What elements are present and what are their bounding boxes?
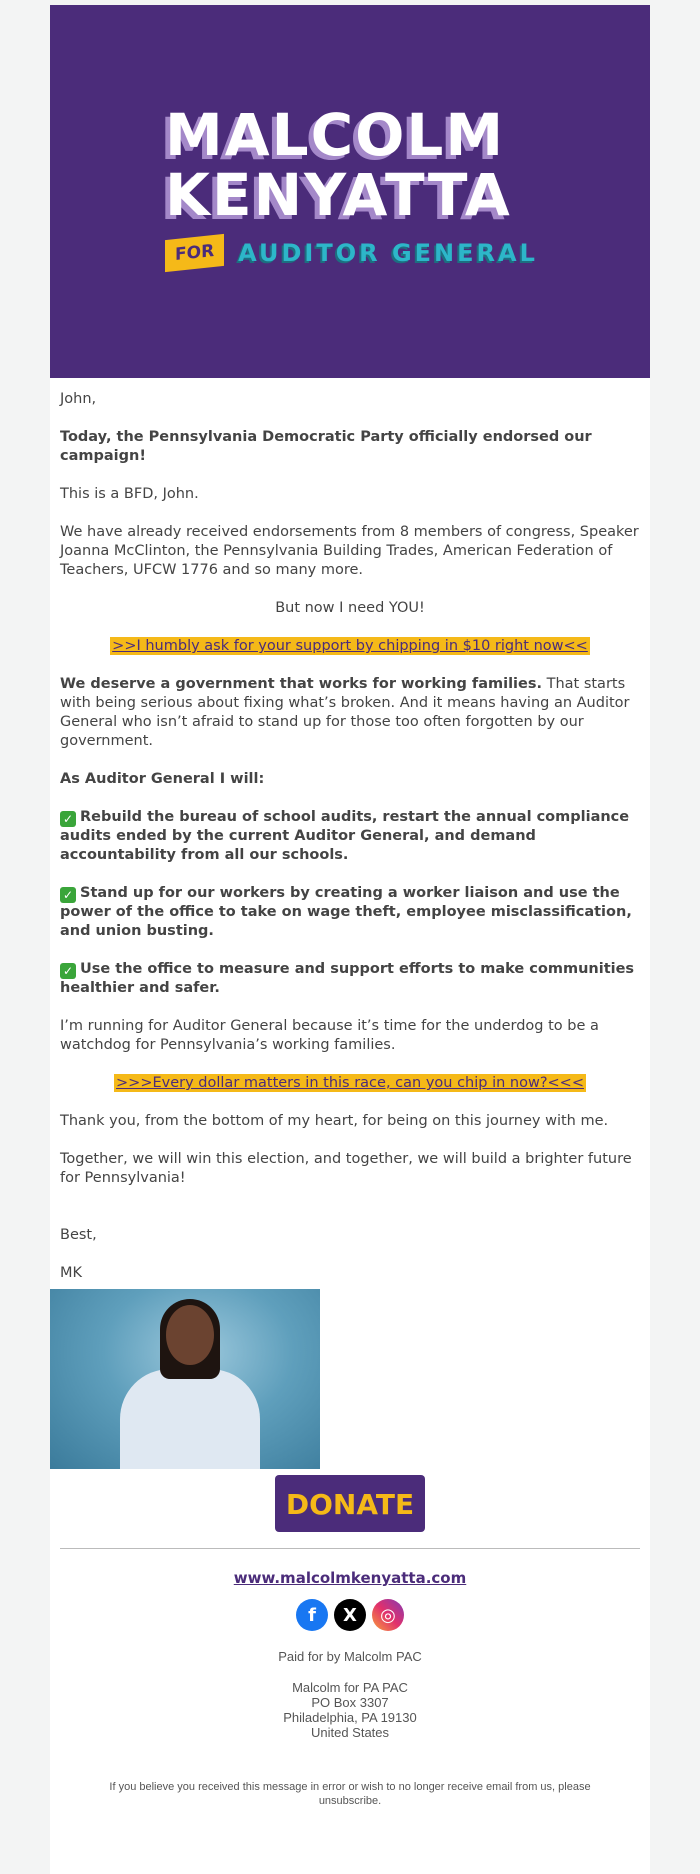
agenda-item: Stand up for our workers by creating a worker liaison and use the power of the office to take on wage theft, employee misclassification, and union busting. — [60, 885, 632, 939]
paragraph: We have already received endorsements from 8 members of congress, Speaker Joanna McClinton, the Pennsylvania Building Trades, American Federation of Teachers, UFCW 1776 and so many more. — [60, 524, 639, 578]
signoff: Best, — [60, 1227, 97, 1243]
agenda-item: Use the office to measure and support efforts to make communities healthier and safer. — [60, 961, 635, 996]
candidate-photo — [50, 1289, 320, 1469]
divider — [60, 1548, 640, 1549]
unsubscribe-notice[interactable]: If you believe you received this message in error or wish to no longer receive email from us, please unsubscribe. — [109, 1781, 591, 1807]
paragraph: We deserve a government that works for working families. That starts with being serious about fixing what’s broken. And it means having an Auditor General who isn’t afraid to stand up for those too often forgotten by our government. — [60, 676, 630, 749]
campaign-logo — [165, 101, 538, 269]
letter-body — [50, 378, 650, 1283]
paragraph: But now I need YOU! — [275, 600, 425, 616]
header-banner — [50, 5, 650, 378]
instagram-icon[interactable]: ◎ — [372, 1599, 404, 1631]
agenda-heading: As Auditor General I will: — [60, 771, 265, 787]
greeting: John, — [60, 391, 97, 407]
paragraph: Thank you, from the bottom of my heart, for being on this journey with me. — [60, 1113, 609, 1129]
logo-line1: MALCOLM — [165, 101, 506, 169]
x-twitter-icon[interactable]: X — [334, 1599, 366, 1631]
paid-for-disclaimer: Paid for by Malcolm PAC — [278, 1649, 422, 1664]
checkmark-icon: ✓ — [60, 887, 76, 903]
checkmark-icon: ✓ — [60, 963, 76, 979]
mailing-address: Malcolm for PA PAC PO Box 3307 Philadelphia, PA 19130 United States — [283, 1680, 417, 1740]
donate-button[interactable]: DONATE — [275, 1475, 425, 1532]
paragraph: Together, we will win this election, and together, we will build a brighter future for Pennsylvania! — [60, 1151, 632, 1186]
signature: MK — [60, 1265, 83, 1281]
donate-link-10[interactable]: >>I humbly ask for your support by chipping in $10 right now<< — [112, 638, 588, 654]
logo-line2: KENYATTA — [165, 161, 512, 229]
endorsement-headline: Today, the Pennsylvania Democratic Party officially endorsed our campaign! — [60, 429, 592, 464]
website-link[interactable]: www.malcolmkenyatta.com — [233, 1569, 467, 1587]
logo-for: FOR — [165, 234, 224, 272]
social-links — [50, 1599, 650, 1631]
donate-link-chip-in[interactable]: >>>Every dollar matters in this race, can you chip in now?<<< — [116, 1075, 584, 1091]
facebook-icon[interactable]: f — [296, 1599, 328, 1631]
paragraph: I’m running for Auditor General because it’s time for the underdog to be a watchdog for Pennsylvania’s working families. — [60, 1018, 599, 1053]
paragraph: This is a BFD, John. — [60, 486, 199, 502]
logo-office: AUDITOR GENERAL — [238, 239, 538, 267]
checkmark-icon: ✓ — [60, 811, 76, 827]
agenda-item: Rebuild the bureau of school audits, restart the annual compliance audits ended by the current Auditor General, and demand accountability from all our schools. — [60, 809, 630, 863]
email-container — [50, 5, 650, 1874]
